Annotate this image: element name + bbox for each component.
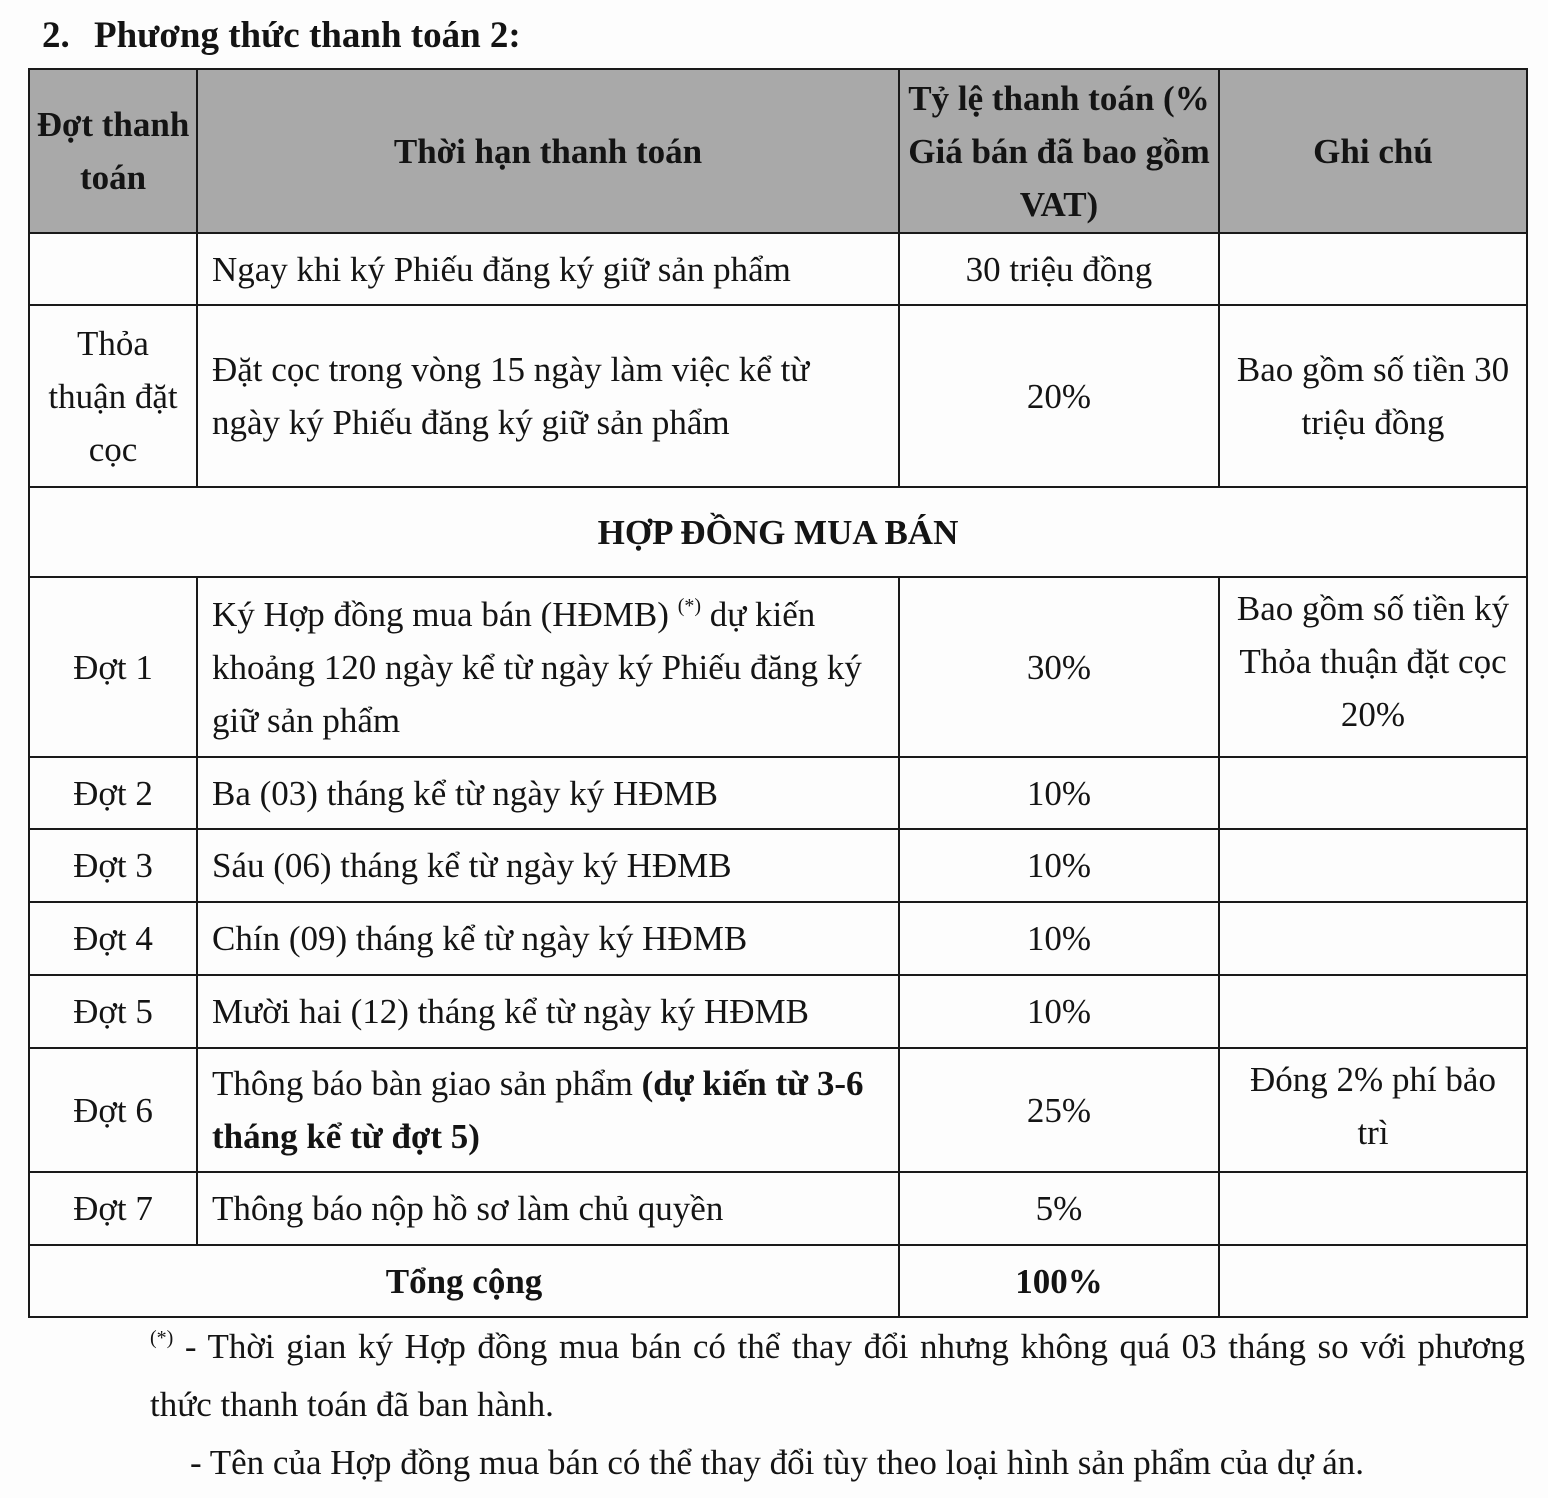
table-row-installment-1	[29, 577, 1527, 757]
table-row-total	[29, 1245, 1527, 1317]
deadline-text-bold: (dự kiến từ 3-6 tháng kể từ đợt 5)	[212, 1064, 864, 1156]
cell-note	[1219, 902, 1527, 975]
cell-rate: 5%	[899, 1172, 1219, 1245]
cell-installment: Đợt 6	[29, 1048, 197, 1172]
cell-rate: 10%	[899, 975, 1219, 1048]
total-label: Tổng cộng	[29, 1245, 899, 1317]
payment-schedule-table	[28, 68, 1528, 1318]
table-header-row	[29, 69, 1527, 233]
cell-note	[1219, 757, 1527, 829]
cell-rate: 20%	[899, 305, 1219, 487]
footnote-marker: (*)	[150, 1327, 174, 1349]
header-installment: Đợt thanh toán	[29, 69, 197, 233]
footnote-line-1	[150, 1318, 1525, 1434]
footnote-marker: (*)	[677, 594, 702, 617]
cell-deadline: Đặt cọc trong vòng 15 ngày làm việc kể từ ngày ký Phiếu đăng ký giữ sản phẩm	[197, 305, 899, 487]
cell-installment: Đợt 3	[29, 829, 197, 902]
total-note	[1219, 1245, 1527, 1317]
cell-note	[1219, 233, 1527, 305]
cell-note	[1219, 829, 1527, 902]
cell-installment	[29, 233, 197, 305]
deadline-text-part1: Ký Hợp đồng mua bán (HĐMB)	[212, 594, 669, 634]
header-note: Ghi chú	[1219, 69, 1527, 233]
cell-note	[1219, 975, 1527, 1048]
cell-rate: 25%	[899, 1048, 1219, 1172]
header-rate: Tỷ lệ thanh toán (% Giá bán đã bao gồm VAT)	[899, 69, 1219, 233]
cell-deadline: Sáu (06) tháng kể từ ngày ký HĐMB	[197, 829, 899, 902]
cell-deadline	[197, 1048, 899, 1172]
cell-rate: 10%	[899, 757, 1219, 829]
cell-deadline: Mười hai (12) tháng kể từ ngày ký HĐMB	[197, 975, 899, 1048]
total-rate: 100%	[899, 1245, 1219, 1317]
cell-installment: Thỏa thuận đặt cọc	[29, 305, 197, 487]
table-row-installment-5	[29, 975, 1527, 1048]
deadline-text-part2: dự kiến khoảng 120 ngày kể từ ngày ký Phiếu đăng ký giữ sản phẩm	[212, 594, 862, 740]
table-row-installment-3	[29, 829, 1527, 902]
cell-rate: 10%	[899, 902, 1219, 975]
cell-deadline: Ba (03) tháng kể từ ngày ký HĐMB	[197, 757, 899, 829]
cell-rate: 10%	[899, 829, 1219, 902]
cell-note: Bao gồm số tiền 30 triệu đồng	[1219, 305, 1527, 487]
footnote-text-1: - Thời gian ký Hợp đồng mua bán có thể thay đổi nhưng không quá 03 tháng so với phương thức thanh toán đã ban hành.	[150, 1327, 1525, 1424]
cell-deadline: Thông báo nộp hồ sơ làm chủ quyền	[197, 1172, 899, 1245]
table-row-installment-2	[29, 757, 1527, 829]
cell-installment: Đợt 2	[29, 757, 197, 829]
table-row-installment-6	[29, 1048, 1527, 1172]
cell-installment: Đợt 4	[29, 902, 197, 975]
cell-deadline	[197, 577, 899, 757]
section-title-cell: HỢP ĐỒNG MUA BÁN	[29, 487, 1527, 577]
section-heading	[42, 12, 521, 60]
table-row-deposit	[29, 305, 1527, 487]
deadline-text-normal: Thông báo bàn giao sản phẩm	[212, 1064, 642, 1103]
cell-note: Đóng 2% phí bảo trì	[1219, 1048, 1527, 1172]
table-section-row	[29, 487, 1527, 577]
cell-note: Bao gồm số tiền ký Thỏa thuận đặt cọc 20%	[1219, 577, 1527, 757]
table-row-installment-7	[29, 1172, 1527, 1245]
cell-rate: 30%	[899, 577, 1219, 757]
cell-rate: 30 triệu đồng	[899, 233, 1219, 305]
cell-installment: Đợt 7	[29, 1172, 197, 1245]
table-row-installment-4	[29, 902, 1527, 975]
section-number: 2.	[42, 15, 70, 56]
header-deadline: Thời hạn thanh toán	[197, 69, 899, 233]
footnote-line-2: - Tên của Hợp đồng mua bán có thể thay đổi tùy theo loại hình sản phẩm của dự án.	[190, 1443, 1365, 1482]
cell-deadline: Ngay khi ký Phiếu đăng ký giữ sản phẩm	[197, 233, 899, 305]
cell-installment: Đợt 1	[29, 577, 197, 757]
cell-note	[1219, 1172, 1527, 1245]
cell-deadline: Chín (09) tháng kể từ ngày ký HĐMB	[197, 902, 899, 975]
footnote	[150, 1318, 1525, 1492]
section-title: Phương thức thanh toán 2:	[94, 15, 521, 56]
cell-installment: Đợt 5	[29, 975, 197, 1048]
table-row-registration	[29, 233, 1527, 305]
